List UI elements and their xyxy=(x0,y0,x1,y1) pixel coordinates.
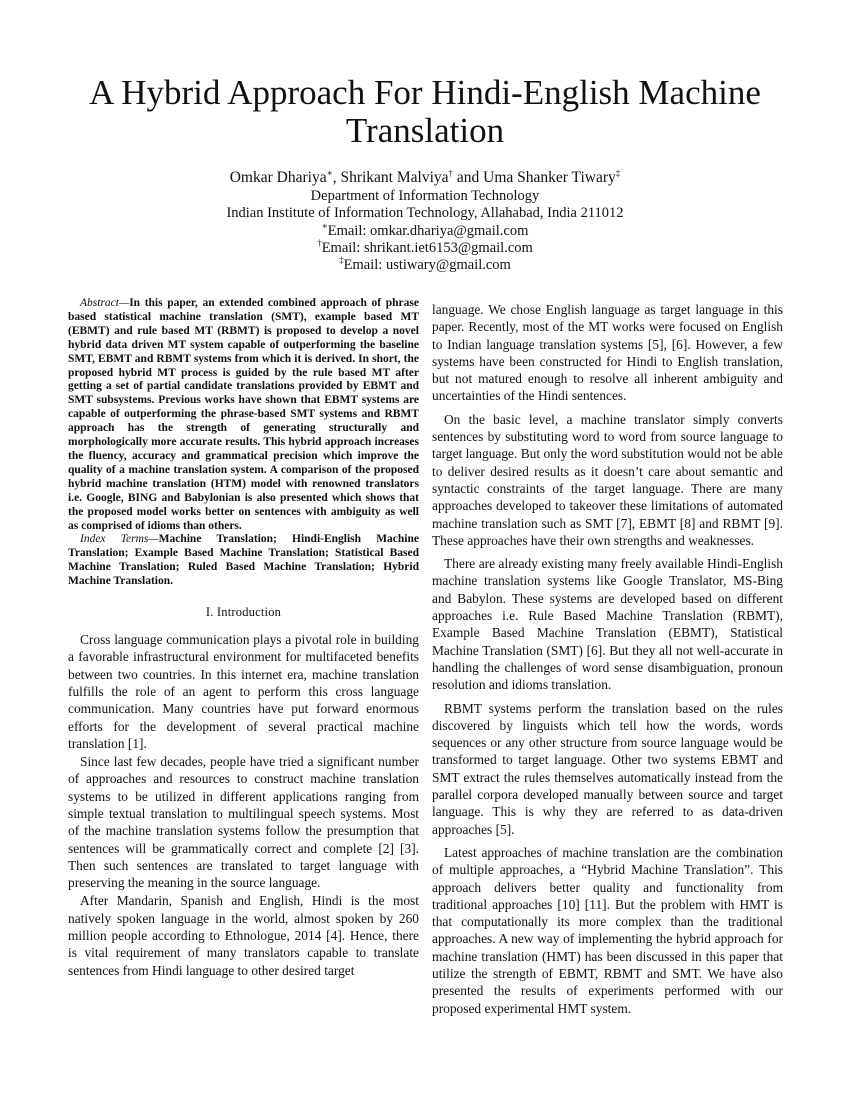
author-mark: † xyxy=(448,167,454,178)
abstract-text: In this paper, an extended combined approach of phrase based statistical machine translation (SMT), example based MT (EBMT) and rule based MT (RBMT) is proposed to develop a novel hybrid data driven MT system capable of outperforming the baseline SMT, EBMT and RBMT systems from which it is derived. In short, the proposed hybrid MT process is guided by the rule based MT after getting a set of partial candidate translations provided by EBMT and SMT subsystems. Previous works have shown that EBMT systems are capable of outperforming the phrase-based SMT systems and RBMT approach has the strength of generating structurally and morphologically more accurate results. This hybrid approach increases the fluency, accuracy and grammatical precision which improve the quality of a machine translation system. A comparison of the proposed hybrid machine translation (HTM) model with renowned translators i.e. Google, BING and Babylonian is also presented which shows that the proposed model works better on sentences with ambiguity as well as comprised of idioms than others. xyxy=(68,297,419,532)
author-block xyxy=(100,169,750,274)
paragraph: Latest approaches of machine translation are the combination of multiple approaches, a “Hybrid Machine Translation”. This approach delivers better quality and functionality from traditional approaches [10] [11]. But the problem with HMT is that computationally its more complex than the traditional approaches. A new way of implementing the hybrid approach for machine translation (HMT) has been discussed in this paper that utilize the strength of EBMT, RBMT and SMT. We have also presented the results of experiments performed with our proposed experimental HMT system. xyxy=(432,844,783,1016)
email-mark: † xyxy=(317,237,322,248)
author-mark: ‡ xyxy=(615,167,621,178)
paragraph: Cross language communication plays a pivotal role in building a favorable infrastructural environment for multifaceted benefits between two countries. In this internet era, machine translation fulfills the role of an agent to perform this cross language communication. Many countries have put forward enormous efforts for the development of several practical machine translation [1]. xyxy=(68,632,419,751)
left-column xyxy=(68,297,419,979)
paragraph: language. We chose English language as target language in this paper. Recently, most of the MT works were focused on English to Indian language translation systems [5], [6]. However, a few systems have been constructed for Hindi to English translation, but not matured enough to resolve all inherent ambiguity and uncertainties of the Hindi sentences. xyxy=(432,302,783,404)
right-column xyxy=(432,301,783,1017)
email-mark: ∗ xyxy=(321,220,328,231)
paragraph: On the basic level, a machine translator simply converts sentences by substituting word to word from source language to target language. But only the word substitution would not be able to deliver desired results as it doesn’t care about semantic and syntactic constraints of the target language. There are many approaches developed to takeover these limitations of automated machine translation such as SMT [7], EBMT [8] and RBMT [9]. These approaches have their own strengths and weaknesses. xyxy=(432,411,783,548)
paragraph: After Mandarin, Spanish and English, Hindi is the most natively spoken language in the world, almost spoken by 260 million people according to Ethnologue, 2014 [4]. Hence, there is vital requirement of many translators capable to translate sentences from Hindi language to other desired target xyxy=(68,893,419,978)
email-text: Email: omkar.dhariya@gmail.com xyxy=(327,222,529,239)
author-names xyxy=(100,169,750,186)
email-line xyxy=(100,257,750,274)
email-mark: ‡ xyxy=(339,255,344,266)
paragraph: There are already existing many freely available Hindi-English machine translation systems like Google Translator, MS-Bing and Babylon. These systems are developed based on different approaches i.e. Rule Based Machine Translation (RBMT), Example Based Machine Translation (EBMT), Statistical Machine Translation (SMT) [6]. But they all not well-accurate in handling the challenges of word sense disambiguation, pronoun resolution and idioms translation. xyxy=(432,556,783,693)
email-text: Email: ustiwary@gmail.com xyxy=(343,257,511,274)
index-terms-text: Machine Translation; Hindi-English Machine Translation; Example Based Machine Translation; Statistical Based Machine Translation; Ruled Based Machine Translation; Hybrid Machine Translation. xyxy=(68,533,419,588)
author-name: Omkar Dhariya xyxy=(229,169,327,186)
author-name: Uma Shanker Tiwary xyxy=(483,169,616,186)
author-mark: ∗ xyxy=(326,167,333,178)
author-name: Shrikant Malviya xyxy=(340,169,449,186)
email-line xyxy=(100,220,750,240)
abstract-lead: Abstract— xyxy=(80,297,130,309)
email-text: Email: shrikant.iet6153@gmail.com xyxy=(321,239,533,256)
department: Department of Information Technology xyxy=(310,188,540,205)
paragraph: RBMT systems perform the translation based on the rules discovered by linguists which tell how the words, words sequences or any other structure from source language would be transformed to target language. Other two systems EBMT and SMT extract the rules themselves automatically instead from the parallel corpora developed manually between source and target language. This is why they are referred to as data-driven approaches [5]. xyxy=(432,700,783,837)
index-terms-lead: Index Terms— xyxy=(80,533,159,546)
section-heading: I. Introduction xyxy=(205,605,282,620)
paper-title: A Hybrid Approach For Hindi-English Machine Translation xyxy=(89,73,761,150)
email-line xyxy=(100,237,750,257)
institute: Indian Institute of Information Technology, Allahabad, India 211012 xyxy=(226,205,624,222)
author-separator: and xyxy=(453,169,484,186)
paragraph: Since last few decades, people have tried a significant number of approaches and resources to construct machine translation systems to be utilized in different applications ranging from simple textual translation to multilingual speech systems. Most of the machine translation systems follow the presumption that sentences will be grammatically correct and complete [2] [3]. Then such sentences are translated to target language with preserving the meaning in the source language. xyxy=(68,754,419,891)
abstract xyxy=(68,297,419,533)
author-separator: , xyxy=(332,169,341,186)
index-terms xyxy=(68,533,419,589)
